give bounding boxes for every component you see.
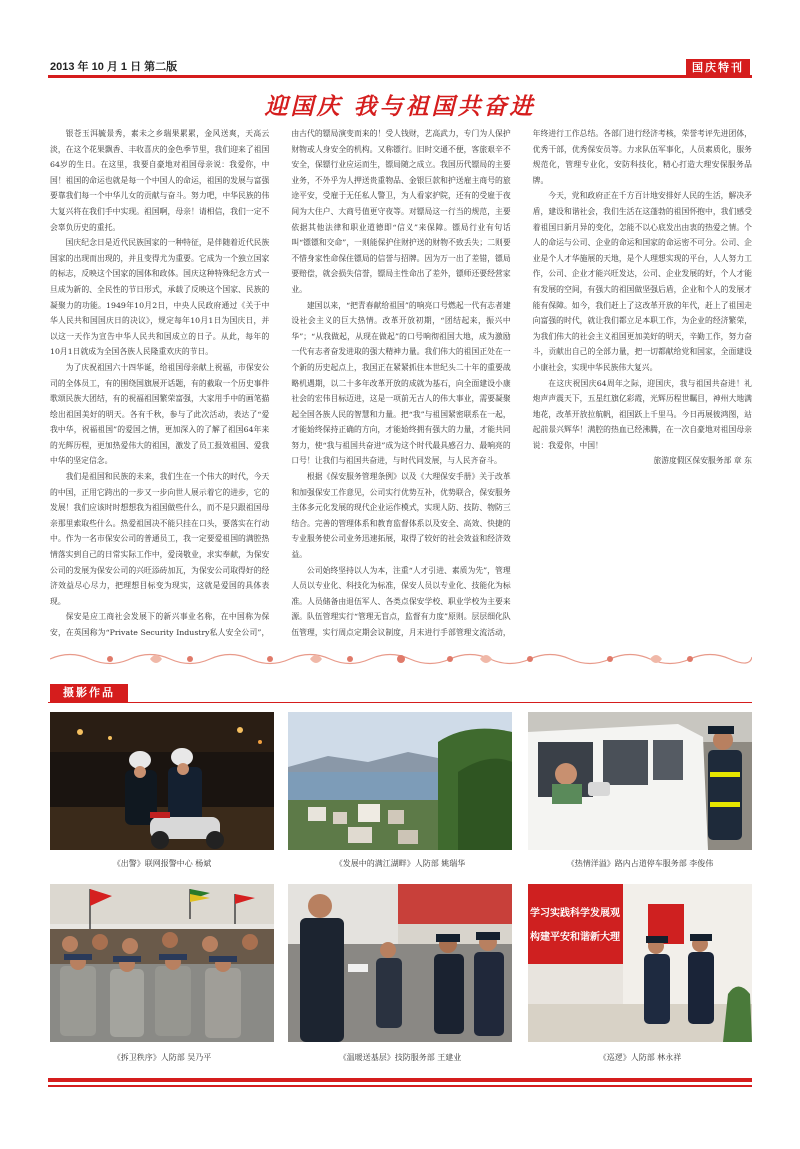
article-signature: 旅游度假区保安服务部 章 东 [653, 456, 752, 466]
photo-caption: 《温暖送基层》技防服务部 王建业 [338, 1053, 462, 1062]
photo-section-tag: 摄影作品 [50, 684, 128, 702]
photo-caption: 《发展中的满江湖畔》人防部 姚瑞华 [334, 859, 466, 868]
article-paragraph: 银苍玉洱毓景秀，素未之乡瑞果累累，金风送爽，天高云淡，在这个花果飘香、丰收喜庆的金色季节里，我们迎来了祖国64岁的生日。在这里，我要自豪地对祖国母亲说：我爱你，中国！祖国的命运也就是每一个中国人的命运，祖国的发展与富强要靠我们每一个中华儿女的贡献与奋斗。努力吧，中华民族的伟大复兴将在我们手中实现。祖国啊，母亲！请相信，我们一定不会辜负历史的重托。 [50, 129, 270, 232]
photo-patrol [528, 884, 752, 1042]
headline: 迎国庆 我与祖国共奋进 [264, 94, 536, 120]
photo-crowd-order [50, 884, 274, 1042]
photo-police-motorcycle [50, 712, 274, 850]
article-paragraph: 根据《保安服务管理条例》以及《大理保安手册》关于改革和加强保安工作意见，公司实行优势互补，优势联合，保安服务主体多元化发展的现代企业运作模式，实现人防、技防、物防三结合。完善的管理体系和教育监督体系以及安全、高效、快捷的专业服务使公司业务迅速拓展，取得了较好的社会效益和经济效益。 [291, 472, 511, 560]
section-tag: 国庆特刊 [686, 59, 750, 77]
photo-section-rule [48, 702, 752, 703]
article-paragraph: 建国以来，“把青春献给祖国”的响亮口号燃起一代有志者建设社会主义的巨大热情。改革开放初期，“团结起来，振兴中华”；“从我做起，从现在做起”的口号响彻祖国大地，成为激励一代有志者奋发进取的强大精神力量。我们伟大的祖国正处在一个新的历史起点上，我国正在紧紧抓住本世纪头二十年的重要战略机遇期，以二十多年改革开放的成就为基石，向全面建设小康社会的宏伟目标迈进，这是一项前无古人的伟大事业，需要凝聚起全国各族人民的智慧和力量。把“我”与祖国紧密联系在一起，才能始终保持正确的方向，才能始终拥有强大的力量，才能共同努力，使“我与祖国共奋进”成为这个时代最具感召力、最响亮的口号！让我们与祖国共奋进，与时代同发展，与人民齐奋斗。 [291, 300, 511, 466]
photo-lakeside-town [288, 712, 512, 850]
article-paragraph: 为了庆祝祖国六十四华诞，给祖国母亲献上祝福，市保安公司的全体员工，有的围绕国旗展开话题，有的截取一个历史事件歌颂民族大团结，有的祝福祖国繁荣富强，大家用手中的画笔描绘出祖国美好的明天。各有千秋，参与了此次活动，表达了“爱我中华，祝福祖国”的爱国之情，更加深入的了解了祖国64年来的光辉历程，更加热爱伟大的祖国，激发了员工报效祖国、爱我中华的坚定信念。 [50, 362, 270, 466]
footer-rule-thin [48, 1085, 752, 1087]
footer-rule-thick [48, 1078, 752, 1082]
photo-guard-van [528, 712, 752, 850]
photo-caption: 《出警》联网报警中心 杨斌 [112, 859, 212, 868]
banner-text-2: 构建平安和谐新大理 [530, 932, 620, 943]
article-paragraph: 保安是应工商社会发展下的新兴事业名称，在中国称为保安，在英国称为“Private Security Industry私人安全公司”，由古代的镖局演变而来的！受人钱财，艺高武力，专门为人保护财物或人身安全的机构。又称镖行。旧时交通不便，客旅艰辛不安全，保镖行业应运而生，镖局随之成立。我国历代镖局的主要业务，不外乎为人押送贵重物品、金银巨款和护送雇主商号的旅途平安，受雇于无任私人警卫，为人看家护院，还有的受雇于夜间为大住户、大商号值更守夜等。对镖局这一行当的规范，主要依据其他法律和职业道德即“信义”来保障。镖局行业有句话叫“镖镖和交命”，一则能保护住财护送的财物不致丢失；二则要不惜身家性命保住镖局的信誉与招牌。因为万一出了差错，镖局要赔偿，就会损失信誉，镖局主性命出了差外，镖师还要经营家业。 [50, 129, 511, 637]
ornament-divider [50, 648, 752, 670]
header-rule [48, 75, 752, 78]
article-paragraph: 公司始终坚持以人为本，注重“人才引进、素质为先”，管理人员以专业化、科技化为标准，保安人员以专业化、技能化为标准。人员储备由退伍军人、各类点保安学校、职业学校为主要来源。队伍管理实行“管理无盲点，监督有力度”原则。层层细化队伍管理，实行周点定期会议制度，月末进行手部管理文流活动，年终进行工作总结。各部门进行经济考核，荣誉考评先进团体，优秀干部，优秀保安员等。力求队伍军事化，人员素质化，服务规范化，管理专业化，安防科技化，精心打造大理安保服务品牌。 [291, 129, 752, 637]
issue-date-edition: 2013 年 10 月 1 日 第二版 [50, 61, 178, 73]
banner-text-1: 学习实践科学发展观 [530, 908, 620, 919]
article-paragraph: 我们是祖国和民族的未来，我们生在一个伟大的时代，今天的中国，正用它跨出的一步又一步向世人展示着它的进步，它的发展！我们应该时时想想我为祖国做些什么，而不是只跟祖国母亲那里索取些什么。热爱祖国决不能只挂在口头，要落实在行动中。作为一名市保安公司的普通员工，我一定要爱祖国的满腔热情落实到自己的日常实际工作中，爱岗敬业，求实奉献，为保安公司的发展为保安公司的兴旺添砖加瓦，为保安公司取得好的经济效益尽心尽力，把理想目标变为现实，这就是爱国的具体表现。 [50, 472, 270, 606]
photo-caption: 《巡逻》人防部 林永祥 [598, 1053, 682, 1062]
photo-caption: 《热情洋溢》路内占道停车服务部 李俊伟 [566, 859, 714, 868]
article-paragraph: 在这庆祝国庆64周年之际，迎国庆，我与祖国共奋进！礼炮声声震天下，五星红旗亿彩霞，光辉历程世瞩目，神州大地满地花，改革开放拉航帆，祖国跃上千里马。今日再展彼鸿图，站起前景兴辉华！满腔的热血已经沸腾，在一次自豪地对祖国母亲说：我爱你，中国！ [532, 378, 752, 450]
photo-caption: 《拆卫秩序》人防部 吴乃平 [112, 1053, 212, 1062]
article-paragraph: 今天，党和政府正在千方百计地安排好人民的生活，解决矛盾，建设和谐社会，我们生活在这蓬勃的祖国怀抱中，我们感受着祖国日新月异的变化，怎能不以心底发出由衷的热爱之情。个人的命运与公司、企业的命运和国家的命运密不可分。公司、企业是个人才华施展的天地，是个人理想实现的平台，人人努力工作，公司、企业才能兴旺发达，公司、企业发展的好，个人才能有发展的空间，有强大的祖国做坚强后盾，企业和个人的发展才能有保障。如今，我们赶上了这改革开放的年代，赶上了祖国走向富强的时代，就让我们都立足本职工作，为企业的经济繁荣，为我们伟大的社会主义祖国更加美好的明天，辛勤工作，努力奋斗，贡献出自己的全部力量，把一切都献给党和国家，全面建设小康社会，实现中华民族伟大复兴。 [532, 191, 752, 372]
photo-warmth-grassroots [288, 884, 512, 1042]
article-paragraph: 国庆纪念日是近代民族国家的一种特征，是伴随着近代民族国家的出现而出现的，并且变得尤为重要。它成为一个独立国家的标志，反映这个国家的国体和政体。国庆这种特殊纪念方式一旦成为新的、全民性的节日形式，承载了反映这个国家、民族的凝聚力的功能。1949年10月2日，中央人民政府通过《关于中华人民共和国国庆日的决议》，规定每年10月1日为国庆日，并以这一天作为宣告中华人民共和国成立的日子。从此，每年的10月1日就成为全国各族人民隆重欢庆的节日。 [50, 238, 270, 357]
article-body [50, 126, 752, 646]
